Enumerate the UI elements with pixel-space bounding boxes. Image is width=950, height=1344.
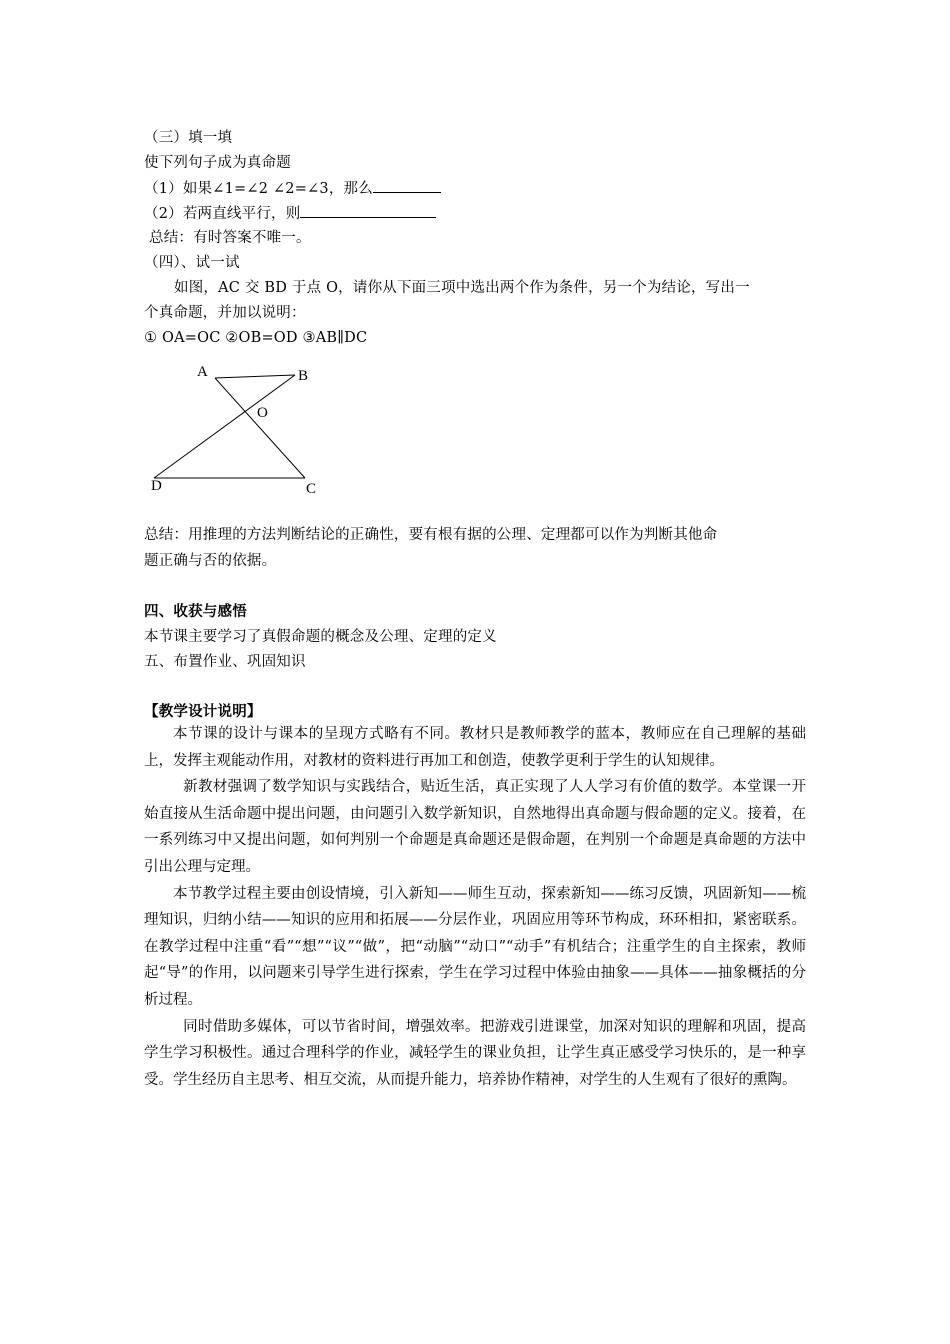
design-paragraph-3: 本节教学过程主要由创设情境，引入新知——师生互动，探索新知——练习反馈，巩固新知——梳理知识，归纳小结——知识的应用和拓展——分层作业，巩固应用等环节构成，环环相扣，紧密联系。在教学过程中注重“看”“想”“议”“做”，把“动脑”“动口”“动手”有机结合；注重学生的自主探索，教师起“导”的作用，以问题来引导学生进行探索，学生在学习过程中体验由抽象——具体——抽象概括的分析过程。 — [144, 885, 806, 1008]
design-description — [144, 721, 806, 1093]
geometry-figure — [140, 360, 340, 500]
summary2-line-2: 题正确与否的依据。 — [144, 553, 277, 569]
summary2-line-1: 总结：用推理的方法判断结论的正确性，要有根有据的公理、定理都可以作为判断其他命 — [144, 527, 718, 543]
part5-heading: 五、布置作业、巩固知识 — [144, 654, 306, 670]
label-C: C — [306, 481, 317, 497]
problem-line-2: 个真命题，并加以说明： — [144, 305, 306, 321]
label-D: D — [151, 478, 162, 494]
design-paragraph-2: 新教材强调了数学知识与实践结合，贴近生活，真正实现了人人学习有价值的数学。本堂课一开始直接从生活命题中提出问题，由问题引入数学新知识，自然地得出真命题与假命题的定义。接着，在一系列练习中又提出问题，如何判别一个命题是真命题还是假命题，在判别一个命题是真命题的方法中引出公理与定理。 — [144, 779, 806, 875]
answer-blank-2 — [300, 203, 436, 218]
segment-BD — [154, 375, 295, 478]
condition-options: ① OA=OC ②OB=OD ③AB∥DC — [144, 330, 368, 346]
question-1-text: （1）如果∠1=∠2 ∠2=∠3，那么 — [144, 181, 373, 197]
segment-AC — [215, 378, 305, 478]
design-paragraph-1: 本节课的设计与课本的呈现方式略有不同。教材只是教师教学的蓝本，教师应在自己理解的基础上，发挥主观能动作用，对教材的资料进行再加工和创造，使教学更利于学生的认知规律。 — [144, 726, 806, 769]
section4-heading: （四）、试一试 — [144, 255, 240, 271]
part4-text: 本节课主要学习了真假命题的概念及公理、定理的定义 — [144, 629, 497, 645]
segment-AB — [215, 375, 295, 378]
problem-line-1: 如图，AC 交 BD 于点 O，请你从下面三项中选出两个作为条件，另一个为结论，写出一 — [174, 280, 750, 296]
design-paragraph-4: 同时借助多媒体，可以节省时间，增强效率。把游戏引进课堂，加深对知识的理解和巩固，提高学生学习积极性。通过合理科学的作业，减轻学生的课业负担，让学生真正感受学习快乐的，是一种享受。学生经历自主思考、相互交流，从而提升能力，培养协作精神，对学生的人生观有了很好的熏陶。 — [144, 1018, 806, 1088]
question-2-text: （2）若两直线平行，则 — [144, 206, 301, 222]
section3-heading: （三）填一填 — [144, 130, 233, 146]
label-O: O — [257, 405, 268, 421]
section3-intro: 使下列句子成为真命题 — [144, 155, 291, 171]
answer-blank-1 — [373, 178, 441, 193]
section3-summary: 总结：有时答案不唯一。 — [149, 230, 311, 246]
part4-heading: 四、收获与感悟 — [144, 603, 247, 620]
label-A: A — [197, 364, 208, 380]
question-1 — [144, 178, 441, 199]
question-2 — [144, 203, 436, 224]
label-B: B — [298, 368, 309, 384]
design-heading: 【教学设计说明】 — [144, 703, 262, 720]
